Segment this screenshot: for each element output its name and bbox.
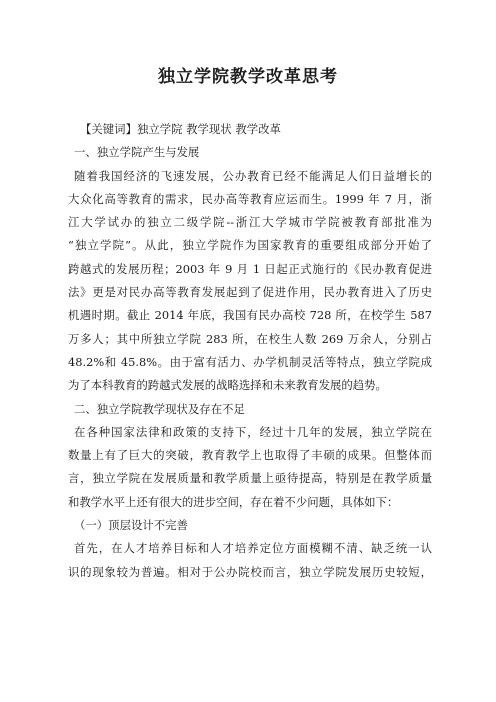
paragraph-line: 首先，在人才培养目标和人才培养定位方面模糊不清、缺乏统一认 bbox=[74, 541, 432, 556]
paragraph-line: 和教学水平上还有很大的进步空间，存在着不少问题，具体如下： bbox=[68, 494, 399, 509]
section-heading: 一、独立学院产生与发展 bbox=[74, 145, 200, 160]
paragraph-line: 法》更是对民办高等教育发展起到了促进作用，民办教育进入了历史 bbox=[68, 285, 432, 300]
keywords-line: 【关键词】独立学院 教学现状 教学改革 bbox=[80, 122, 281, 136]
paragraph-line: 江大学试办的独立二级学院--浙江大学城市学院被教育部批准为 bbox=[68, 215, 432, 230]
paragraph-line: 大众化高等教育的需求，民办高等教育应运而生。1999 年 7 月，浙 bbox=[68, 191, 432, 206]
document-body bbox=[68, 118, 432, 584]
section-heading: 二、独立学院教学现状及存在不足 bbox=[74, 401, 245, 416]
paragraph-line: 万多人；其中所独立学院 283 所，在校生人数 269 万余人，分别占 bbox=[68, 331, 432, 346]
paragraph-line: 为了本科教育的跨越式发展的战略选择和未来教育发展的趋势。 bbox=[68, 378, 387, 393]
paragraph-line: 在各种国家法律和政策的支持下，经过十几年的发展，独立学院在 bbox=[74, 424, 432, 439]
document-title: 独立学院教学改革思考 bbox=[158, 67, 338, 87]
paragraph-line: “独立学院”。从此，独立学院作为国家教育的重要组成部分开始了 bbox=[68, 238, 432, 253]
subsection-heading: （一）顶层设计不完善 bbox=[74, 518, 188, 533]
paragraph-line: 随着我国经济的飞速发展，公办教育已经不能满足人们日益增长的 bbox=[74, 168, 432, 183]
paragraph-line: 数量上有了巨大的突破，教育教学上也取得了丰硕的成果。但整体而 bbox=[68, 448, 432, 463]
paragraph-line: 48.2%和 45.8%。由于富有活力、办学机制灵活等特点，独立学院成 bbox=[68, 354, 432, 369]
paragraph-line: 机遇时期。截止 2014 年底，我国有民办高校 728 所，在校学生 587 bbox=[68, 308, 432, 323]
paragraph-line: 跨越式的发展历程；2003 年 9 月 1 日起正式施行的《民办教育促进 bbox=[68, 261, 432, 276]
paragraph-line: 识的现象较为普遍。相对于公办院校而言，独立学院发展历史较短， bbox=[68, 564, 432, 579]
paragraph-line: 言，独立学院在发展质量和教学质量上亟待提高，特别是在教学质量 bbox=[68, 471, 432, 486]
